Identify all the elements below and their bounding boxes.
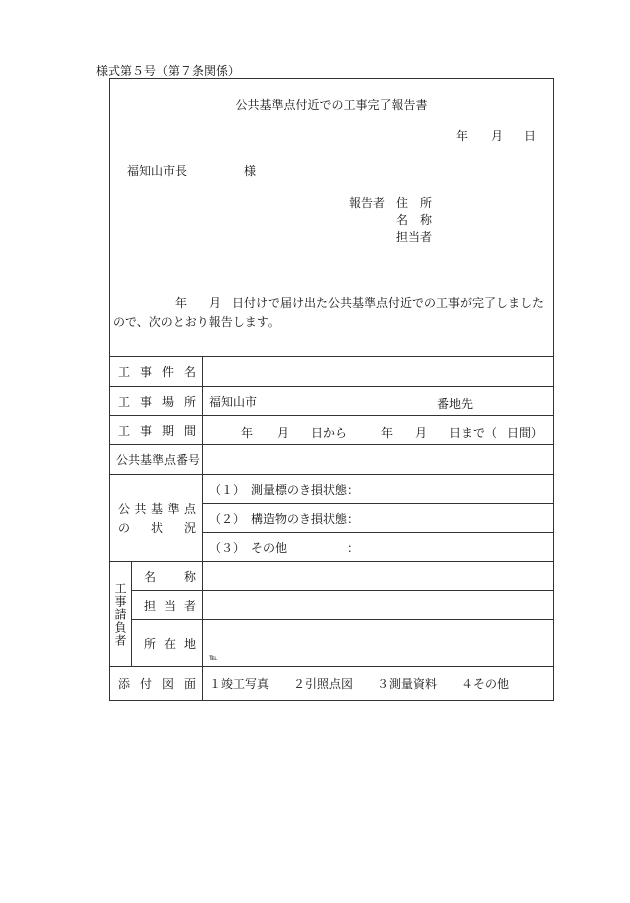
addressee-name: 福知山市長	[127, 164, 188, 178]
body-month: 月	[209, 296, 222, 310]
row-work-period	[110, 416, 554, 445]
contractor-name-label: 名称	[132, 562, 203, 591]
form-number: 様式第５号（第７条関係）	[96, 64, 241, 78]
row-work-name	[110, 357, 554, 387]
body-line1: 日付けで届け出た公共基準点付近での工事が完了しました	[232, 296, 545, 310]
status-label	[110, 475, 203, 562]
status-label-line2: の 状 況	[118, 521, 197, 535]
status-item-2[interactable]: （２） 構造物のき損状態：	[203, 504, 554, 533]
status-label-line1: 公共基準点	[118, 502, 197, 516]
point-number-value[interactable]	[203, 445, 554, 475]
date-year: 年	[456, 129, 469, 143]
work-name-value[interactable]	[203, 357, 554, 387]
period-year-2: 年	[381, 426, 394, 440]
row-contractor-person	[110, 591, 554, 620]
period-year-1: 年	[241, 426, 254, 440]
reporter-label: 報告者	[349, 196, 386, 210]
reporter-address-label: 住 所	[396, 196, 433, 210]
addressee-honorific: 様	[244, 164, 257, 178]
contractor-person-value[interactable]	[203, 591, 554, 620]
work-place-suffix: 番地先	[437, 397, 474, 411]
row-contractor-address	[110, 620, 554, 667]
date-day: 日	[524, 129, 537, 143]
row-work-place	[110, 387, 554, 416]
contractor-name-value[interactable]	[203, 562, 554, 591]
work-period-label: 工事期間	[110, 416, 203, 445]
body-line2: ので、次のとおり報告します。	[113, 315, 280, 329]
row-point-number	[110, 445, 554, 475]
period-month-2: 月	[415, 426, 428, 440]
contractor-address-label: 所在地	[132, 620, 203, 667]
period-day-2: 日まで（	[449, 426, 498, 440]
period-day-1: 日から	[311, 426, 348, 440]
point-number-label: 公共基準点番号	[110, 445, 203, 475]
period-month-1: 月	[277, 426, 290, 440]
work-name-label: 工事件名	[110, 357, 203, 387]
reporter-person-label: 担当者	[396, 230, 433, 244]
attachments-value: １竣工写真 ２引照点図 ３測量資料 ４その他	[203, 667, 554, 701]
document-title: 公共基準点付近での工事完了報告書	[235, 98, 428, 112]
date-month: 月	[491, 129, 504, 143]
period-days: 日間）	[507, 426, 544, 440]
report-table	[109, 356, 554, 701]
body-year: 年	[175, 296, 188, 310]
work-period-value[interactable]	[203, 416, 554, 445]
row-attachments	[110, 667, 554, 701]
contractor-address-value[interactable]	[203, 620, 554, 667]
work-place-value[interactable]	[203, 387, 554, 416]
status-item-1[interactable]: （１） 測量標のき損状態：	[203, 475, 554, 504]
work-place-label: 工事場所	[110, 387, 203, 416]
contractor-person-label: 担当者	[132, 591, 203, 620]
work-place-city: 福知山市	[209, 394, 258, 409]
reporter-name-label: 名 称	[396, 213, 433, 227]
tel-label: ℡	[209, 653, 218, 662]
contractor-label: 工事請負者	[110, 562, 132, 667]
row-contractor-name	[110, 562, 554, 591]
attachments-label: 添付図面	[110, 667, 203, 701]
row-status-1	[110, 475, 554, 504]
status-item-3[interactable]: （３） その他 ：	[203, 533, 554, 562]
